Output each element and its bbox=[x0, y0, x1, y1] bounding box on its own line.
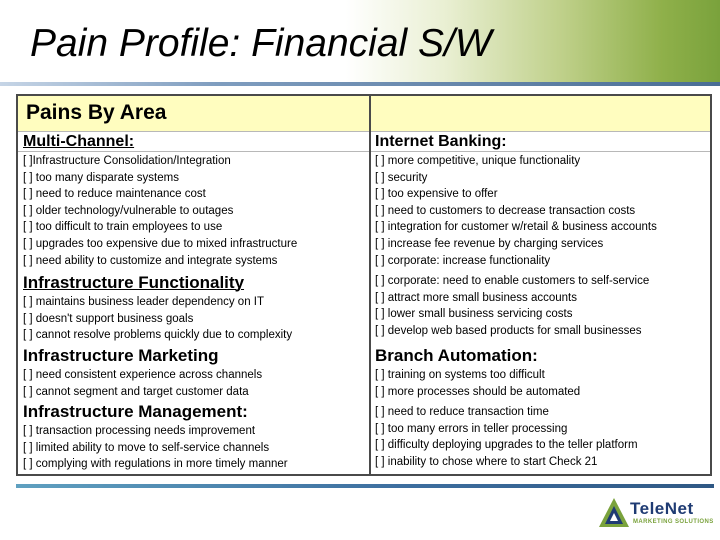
logo-tagline: MARKETING SOLUTIONS bbox=[633, 519, 714, 525]
list-item: [ ] too many disparate systems bbox=[23, 171, 179, 184]
row-divider bbox=[18, 151, 369, 152]
list-item: [ ] too expensive to offer bbox=[375, 188, 498, 201]
list-item: [ ] increase fee revenue by charging services bbox=[375, 237, 604, 250]
list-item: [ ] corporate: need to enable customers to self-service bbox=[375, 275, 650, 288]
list-item: [ ] training on systems too difficult bbox=[375, 369, 545, 381]
pains-table bbox=[16, 94, 712, 476]
logo-wordmark: TeleNet bbox=[630, 499, 694, 518]
infrastructure-marketing-list bbox=[23, 367, 262, 400]
section-heading-infrastructure-marketing: Infrastructure Marketing bbox=[23, 346, 219, 365]
internet-banking-list bbox=[375, 153, 657, 340]
list-item: [ ] inability to chose where to start Check 21 bbox=[375, 455, 598, 468]
slide-title: Pain Profile: Financial S/W bbox=[30, 22, 492, 65]
triangle-logo-icon bbox=[597, 496, 631, 530]
list-item: [ ] doesn't support business goals bbox=[23, 312, 194, 325]
list-item: [ ] older technology/vulnerable to outages bbox=[23, 204, 234, 217]
section-heading-internet-banking: Internet Banking: bbox=[375, 133, 507, 150]
list-item: [ ] need ability to customize and integrate systems bbox=[23, 254, 278, 267]
list-item: [ ] transaction processing needs improvement bbox=[23, 425, 256, 437]
list-item: [ ] more processes should be automated bbox=[375, 385, 581, 398]
list-item: [ ] too difficult to train employees to use bbox=[23, 221, 223, 234]
list-item: [ ] more competitive, unique functionality bbox=[375, 155, 581, 167]
section-heading-branch-automation: Branch Automation: bbox=[375, 346, 538, 365]
title-divider bbox=[0, 82, 720, 86]
list-item: [ ] difficulty deploying upgrades to the teller platform bbox=[375, 439, 638, 452]
section-heading-infrastructure-management: Infrastructure Management: bbox=[23, 402, 248, 421]
infrastructure-functionality-list bbox=[23, 294, 292, 344]
section-heading-infrastructure-functionality: Infrastructure Functionality bbox=[23, 273, 245, 292]
list-item: [ ] attract more small business accounts bbox=[375, 291, 577, 304]
telenet-logo bbox=[597, 496, 712, 532]
infrastructure-management-list bbox=[23, 423, 288, 473]
row-divider bbox=[371, 151, 710, 152]
list-item: [ ] upgrades too expensive due to mixed infrastructure bbox=[23, 237, 298, 250]
list-item: [ ] cannot resolve problems quickly due to complexity bbox=[23, 329, 293, 342]
multi-channel-list bbox=[23, 153, 297, 269]
list-item: [ ] maintains business leader dependency on IT bbox=[23, 296, 265, 308]
list-item: [ ] too many errors in teller processing bbox=[375, 422, 568, 435]
branch-automation-list bbox=[375, 367, 638, 471]
column-divider bbox=[369, 96, 371, 474]
list-item: [ ] need consistent experience across channels bbox=[23, 369, 263, 381]
list-item: [ ] lower small business servicing costs bbox=[375, 308, 573, 321]
list-item: [ ] complying with regulations in more timely manner bbox=[23, 458, 288, 471]
section-heading-multi-channel: Multi-Channel: bbox=[23, 133, 135, 150]
list-item: [ ]Infrastructure Consolidation/Integration bbox=[23, 155, 231, 167]
table-header: Pains By Area bbox=[26, 101, 167, 124]
list-item: [ ] need to reduce maintenance cost bbox=[23, 188, 206, 201]
list-item: [ ] limited ability to move to self-service channels bbox=[23, 441, 270, 454]
list-item: [ ] need to customers to decrease transaction costs bbox=[375, 204, 636, 217]
list-item: [ ] need to reduce transaction time bbox=[375, 406, 549, 419]
list-item: [ ] integration for customer w/retail & business accounts bbox=[375, 221, 657, 234]
footer-divider bbox=[16, 484, 714, 488]
list-item: [ ] security bbox=[375, 171, 428, 184]
list-item: [ ] corporate: increase functionality bbox=[375, 254, 551, 267]
list-item: [ ] cannot segment and target customer data bbox=[23, 385, 249, 398]
list-item: [ ] develop web based products for small businesses bbox=[375, 324, 642, 337]
